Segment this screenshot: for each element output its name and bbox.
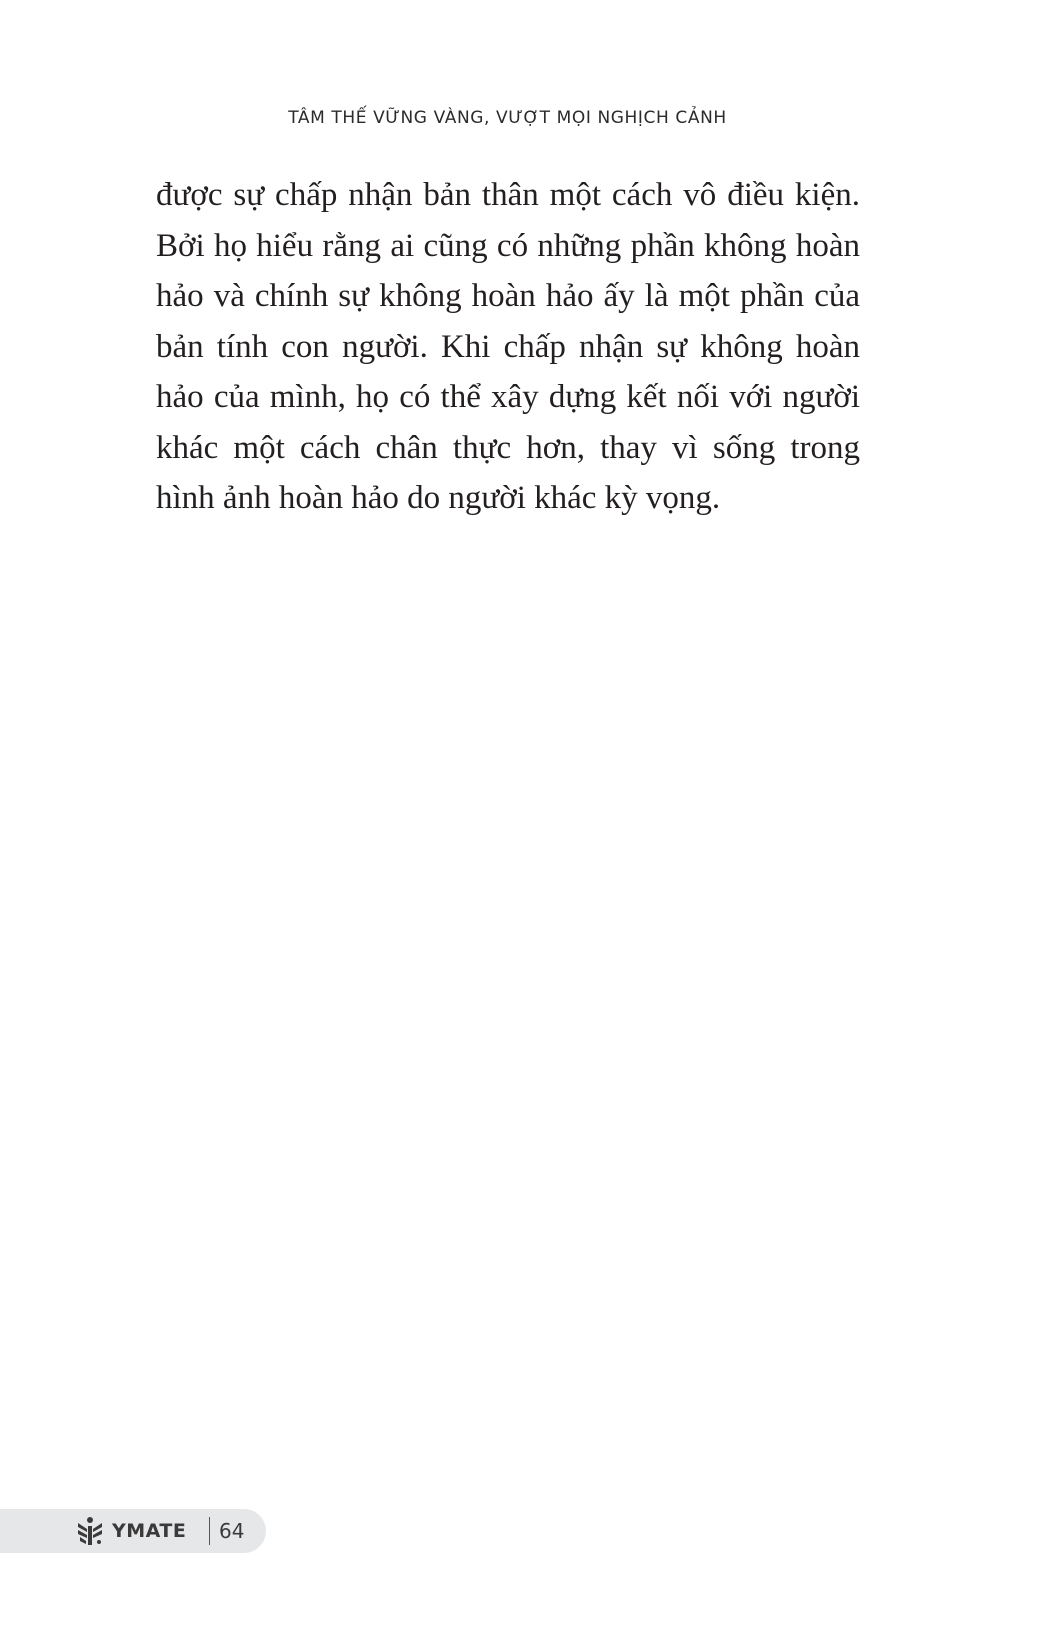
paragraph-line: bản tính con người. Khi chấp nhận sự không hoàn xyxy=(156,328,860,365)
page-footer xyxy=(0,1509,266,1553)
body-paragraph xyxy=(156,170,860,524)
ymate-logo-icon xyxy=(76,1516,104,1546)
paragraph-line: được sự chấp nhận bản thân một cách vô điều kiện. xyxy=(156,177,860,213)
brand-name: YMATE xyxy=(112,1520,187,1542)
paragraph-line: hình ảnh hoàn hảo do người khác kỳ vọng. xyxy=(156,480,721,516)
paragraph-line: Bởi họ hiểu rằng ai cũng có những phần không hoàn xyxy=(156,227,860,264)
paragraph-line: khác một cách chân thực hơn, thay vì sống trong xyxy=(156,429,860,466)
paragraph-line: hảo của mình, họ có thể xây dựng kết nối với người xyxy=(156,379,860,415)
running-header: TÂM THẾ VỮNG VÀNG, VƯỢT MỌI NGHỊCH CẢNH xyxy=(288,108,727,128)
footer-divider xyxy=(209,1517,210,1545)
page-number: 64 xyxy=(219,1519,245,1543)
paragraph-line: hảo và chính sự không hoàn hảo ấy là một phần của xyxy=(156,278,860,314)
